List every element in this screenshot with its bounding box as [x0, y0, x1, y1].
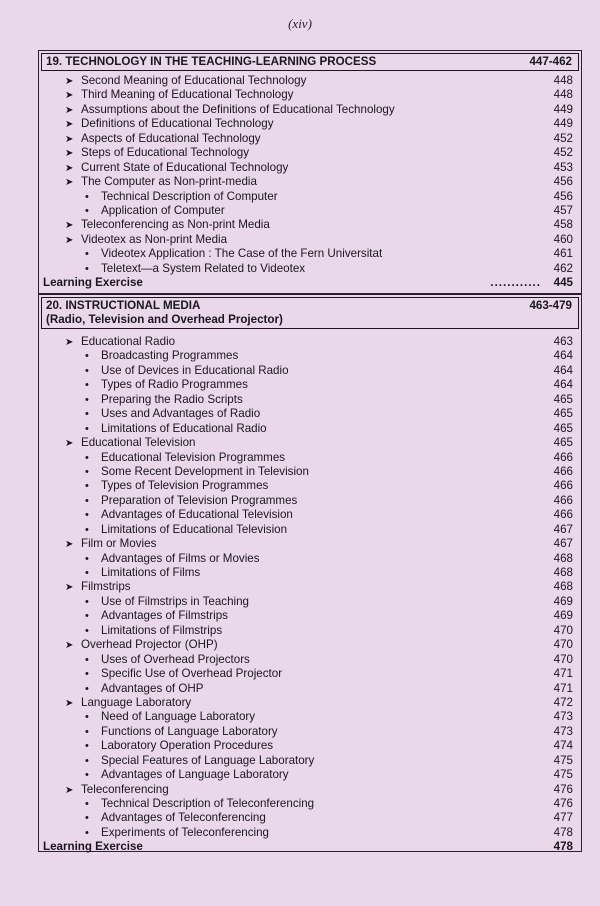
- entry-page-number: 448: [553, 88, 573, 102]
- entry-page-number: 468: [553, 580, 573, 594]
- entry-page-number: 470: [553, 638, 573, 652]
- toc-entry: [39, 508, 581, 522]
- toc-entry: [39, 407, 581, 421]
- toc-entry: [39, 436, 581, 450]
- toc-entry: [39, 74, 581, 88]
- entry-page-number: 478: [553, 840, 573, 854]
- toc-entry: [39, 811, 581, 825]
- entry-page-number: 469: [553, 609, 573, 623]
- entry-title: Functions of Language Laboratory: [101, 724, 278, 738]
- arrow-bullet-icon: ➤: [65, 162, 74, 174]
- entry-title: Limitations of Films: [101, 566, 201, 579]
- entry-page-number: 464: [553, 363, 573, 377]
- toc-entry: [39, 638, 581, 652]
- entry-page-number: 456: [553, 189, 573, 203]
- toc-entry: [39, 710, 581, 724]
- toc-entry: [39, 479, 581, 493]
- dot-bullet-icon: •: [85, 393, 89, 406]
- dot-bullet-icon: •: [85, 480, 89, 493]
- entry-page-number: 476: [553, 797, 573, 810]
- entry-title: Educational Television Programmes: [101, 450, 286, 464]
- entry-page-number: 471: [553, 667, 573, 681]
- entry-page-number: 456: [553, 175, 573, 189]
- entry-title: Teleconferencing: [81, 782, 169, 796]
- toc-entry: [39, 595, 581, 609]
- entry-title: Teletext—a System Related to Videotex: [101, 261, 306, 275]
- toc-entry: [39, 768, 581, 782]
- dot-bullet-icon: •: [85, 740, 89, 753]
- entry-page-number: 464: [553, 349, 573, 363]
- entry-title: Learning Exercise: [43, 840, 143, 854]
- entry-page-number: 478: [553, 825, 573, 839]
- entry-title: Advantages of Teleconferencing: [101, 811, 266, 825]
- dot-bullet-icon: •: [85, 422, 89, 435]
- toc-entry: [39, 175, 581, 189]
- arrow-bullet-icon: ➤: [65, 148, 74, 160]
- entry-title: Preparation of Television Programmes: [101, 493, 298, 507]
- toc-entry: [39, 233, 581, 247]
- dot-bullet-icon: •: [85, 379, 89, 392]
- toc-entry: [39, 103, 581, 117]
- dot-bullet-icon: •: [85, 451, 89, 464]
- entry-page-number: 452: [553, 131, 573, 145]
- toc-entry: [39, 566, 581, 580]
- toc-entry: [39, 797, 581, 811]
- entry-title: Learning Exercise: [43, 276, 143, 290]
- chapter-19-section: [38, 50, 582, 294]
- entry-title: Current State of Educational Technology: [81, 160, 289, 174]
- entry-page-number: 470: [553, 652, 573, 666]
- entry-title: Use of Filmstrips in Teaching: [101, 594, 249, 608]
- learning-exercise-row: [39, 276, 581, 290]
- dot-bullet-icon: •: [85, 204, 89, 217]
- entry-title: Overhead Projector (OHP): [81, 638, 218, 652]
- toc-entry: [39, 667, 581, 681]
- toc-entry: [39, 218, 581, 232]
- toc-entry: [39, 783, 581, 797]
- dot-bullet-icon: •: [85, 408, 89, 421]
- toc-entry: [39, 117, 581, 131]
- entry-title: Technical Description of Computer: [101, 189, 278, 203]
- entry-title: Steps of Educational Technology: [81, 146, 250, 160]
- chapter-title: 19. TECHNOLOGY IN THE TEACHING-LEARNING PROCESS: [46, 55, 377, 68]
- toc-entry: [39, 682, 581, 696]
- toc-entry: [39, 725, 581, 739]
- entry-title: Educational Television: [81, 436, 196, 450]
- dot-bullet-icon: •: [85, 725, 89, 738]
- toc-entry: [39, 190, 581, 204]
- arrow-bullet-icon: ➤: [65, 76, 74, 87]
- dot-bullet-icon: •: [85, 509, 89, 522]
- toc-entry: [39, 624, 581, 638]
- entry-title: Film or Movies: [81, 537, 157, 551]
- dot-bullet-icon: •: [85, 826, 89, 839]
- entry-title: Advantages of OHP: [101, 681, 204, 695]
- arrow-bullet-icon: ➤: [65, 119, 74, 131]
- toc-entry: [39, 754, 581, 768]
- chapter-20-section: [38, 294, 582, 852]
- toc-entry: [39, 161, 581, 175]
- entry-page-number: 449: [553, 102, 573, 116]
- dot-bullet-icon: •: [85, 682, 89, 695]
- entry-title: The Computer as Non-print-media: [81, 175, 257, 189]
- entry-title: Educational Radio: [81, 335, 176, 348]
- toc-entry: [39, 609, 581, 623]
- entry-page-number: 469: [553, 594, 573, 608]
- dot-bullet-icon: •: [85, 754, 89, 767]
- entry-page-number: 475: [553, 768, 573, 782]
- entry-page-number: 464: [553, 378, 573, 392]
- dot-bullet-icon: •: [85, 769, 89, 782]
- arrow-bullet-icon: ➤: [65, 220, 74, 232]
- arrow-bullet-icon: ➤: [65, 640, 74, 652]
- entry-title: Videotex as Non-print Media: [81, 232, 228, 246]
- entry-page-number: 445: [553, 276, 573, 290]
- entry-page-number: 476: [553, 782, 573, 796]
- entry-page-number: 452: [553, 146, 573, 160]
- dot-bullet-icon: •: [85, 668, 89, 681]
- dot-bullet-icon: •: [85, 248, 89, 261]
- entry-page-number: 458: [553, 218, 573, 232]
- dot-bullet-icon: •: [85, 465, 89, 478]
- dot-bullet-icon: •: [85, 494, 89, 507]
- entry-page-number: 475: [553, 753, 573, 767]
- entry-title: Use of Devices in Educational Radio: [101, 363, 289, 377]
- entry-title: Assumptions about the Definitions of Educational Technology: [81, 102, 395, 116]
- entry-title: Need of Language Laboratory: [101, 710, 256, 724]
- toc-entry: [39, 465, 581, 479]
- dot-bullet-icon: •: [85, 812, 89, 825]
- toc-entry: [39, 335, 581, 349]
- entry-page-number: 449: [553, 117, 573, 131]
- toc-entry: [39, 247, 581, 261]
- entry-page-number: 466: [553, 479, 573, 493]
- chapter-title: 20. INSTRUCTIONAL MEDIA: [46, 299, 201, 312]
- entry-page-number: 465: [553, 407, 573, 421]
- toc-entry: [39, 552, 581, 566]
- entry-page-number: 465: [553, 436, 573, 450]
- toc-entry: [39, 88, 581, 102]
- entry-title: Experiments of Teleconferencing: [101, 825, 269, 839]
- entry-page-number: 463: [553, 335, 573, 348]
- toc-entry: [39, 378, 581, 392]
- arrow-bullet-icon: ➤: [65, 90, 74, 102]
- arrow-bullet-icon: ➤: [65, 104, 74, 116]
- entry-title: Specific Use of Overhead Projector: [101, 667, 283, 681]
- dot-bullet-icon: •: [85, 262, 89, 275]
- toc-entry: [39, 739, 581, 753]
- dot-bullet-icon: •: [85, 190, 89, 203]
- entry-page-number: 466: [553, 450, 573, 464]
- toc-entry: [39, 364, 581, 378]
- toc-entry: [39, 653, 581, 667]
- learning-exercise-row: [39, 840, 581, 854]
- chapter-heading: [41, 53, 579, 71]
- toc-entry: [39, 451, 581, 465]
- entry-title: Aspects of Educational Technology: [81, 131, 261, 145]
- entry-page-number: 448: [553, 74, 573, 87]
- dot-bullet-icon: •: [85, 624, 89, 637]
- entry-title: Some Recent Development in Television: [101, 464, 309, 478]
- entry-page-number: 472: [553, 695, 573, 709]
- entry-title: Types of Radio Programmes: [101, 378, 248, 392]
- arrow-bullet-icon: ➤: [65, 133, 74, 145]
- entry-page-number: 453: [553, 160, 573, 174]
- toc-entry: [39, 696, 581, 710]
- toc-entry: [39, 494, 581, 508]
- toc-entry: [39, 537, 581, 551]
- toc-entry: [39, 393, 581, 407]
- entry-title: Limitations of Educational Radio: [101, 421, 267, 435]
- dot-bullet-icon: •: [85, 595, 89, 608]
- entry-page-number: 477: [553, 811, 573, 825]
- toc-entry: [39, 204, 581, 218]
- arrow-bullet-icon: ➤: [65, 582, 74, 594]
- entry-page-number: 466: [553, 464, 573, 478]
- entry-page-number: 465: [553, 421, 573, 435]
- arrow-bullet-icon: ➤: [65, 234, 74, 246]
- entry-title: Limitations of Educational Television: [101, 522, 288, 536]
- toc-entry: [39, 580, 581, 594]
- arrow-bullet-icon: ➤: [65, 337, 74, 348]
- entry-title: Advantages of Language Laboratory: [101, 768, 289, 782]
- entry-title: Limitations of Filmstrips: [101, 623, 223, 637]
- toc-entry: [39, 132, 581, 146]
- entry-title: Preparing the Radio Scripts: [101, 392, 243, 406]
- entry-title: Application of Computer: [101, 203, 225, 217]
- entry-page-number: 470: [553, 623, 573, 637]
- entry-page-number: 468: [553, 566, 573, 579]
- toc-entry: [39, 523, 581, 537]
- entry-title: Teleconferencing as Non-print Media: [81, 218, 270, 232]
- dot-bullet-icon: •: [85, 567, 89, 579]
- entry-page-number: 471: [553, 681, 573, 695]
- chapter-heading: [41, 297, 579, 329]
- chapter-entry-list: [39, 74, 581, 291]
- toc-entry: [39, 349, 581, 363]
- arrow-bullet-icon: ➤: [65, 438, 74, 450]
- entry-title: Uses and Advantages of Radio: [101, 407, 261, 421]
- entry-page-number: 467: [553, 537, 573, 551]
- entry-page-number: 460: [553, 232, 573, 246]
- toc-entry: [39, 146, 581, 160]
- dot-bullet-icon: •: [85, 364, 89, 377]
- entry-title: Advantages of Films or Movies: [101, 551, 260, 565]
- chapter-entry-list: [39, 335, 581, 855]
- entry-title: Second Meaning of Educational Technology: [81, 74, 307, 87]
- page-number: (xiv): [288, 16, 312, 31]
- entry-page-number: 466: [553, 508, 573, 522]
- arrow-bullet-icon: ➤: [65, 539, 74, 551]
- entry-page-number: 465: [553, 392, 573, 406]
- entry-title: Special Features of Language Laboratory: [101, 753, 315, 767]
- chapter-page-range: 463-479: [529, 299, 572, 312]
- dot-bullet-icon: •: [85, 653, 89, 666]
- toc-entry: [39, 422, 581, 436]
- dot-bullet-icon: •: [85, 350, 89, 363]
- entry-title: Broadcasting Programmes: [101, 349, 239, 363]
- dot-bullet-icon: •: [85, 798, 89, 810]
- entry-page-number: 468: [553, 551, 573, 565]
- entry-title: Advantages of Filmstrips: [101, 609, 228, 623]
- toc-entry: [39, 262, 581, 276]
- dot-bullet-icon: •: [85, 523, 89, 536]
- dot-bullet-icon: •: [85, 610, 89, 623]
- entry-title: Definitions of Educational Technology: [81, 117, 274, 131]
- entry-title: Uses of Overhead Projectors: [101, 652, 250, 666]
- entry-page-number: 461: [553, 247, 573, 261]
- arrow-bullet-icon: ➤: [65, 697, 74, 709]
- entry-page-number: 457: [553, 203, 573, 217]
- arrow-bullet-icon: ➤: [65, 784, 74, 796]
- dot-bullet-icon: •: [85, 711, 89, 724]
- entry-title: Technical Description of Teleconferencing: [101, 797, 315, 810]
- entry-title: Videotex Application : The Case of the Fern Universitat: [101, 247, 383, 261]
- entry-title: Third Meaning of Educational Technology: [81, 88, 294, 102]
- entry-page-number: 466: [553, 493, 573, 507]
- arrow-bullet-icon: ➤: [65, 177, 74, 189]
- entry-page-number: 473: [553, 710, 573, 724]
- entry-title: Language Laboratory: [81, 695, 192, 709]
- chapter-page-range: 447-462: [529, 55, 572, 68]
- entry-page-number: 467: [553, 522, 573, 536]
- entry-title: Laboratory Operation Procedures: [101, 739, 274, 753]
- leader-dots: ............: [490, 276, 541, 290]
- chapter-subtitle: (Radio, Television and Overhead Projector): [46, 313, 283, 326]
- entry-title: Filmstrips: [81, 580, 131, 594]
- entry-page-number: 473: [553, 724, 573, 738]
- entry-page-number: 474: [553, 739, 573, 753]
- entry-title: Advantages of Educational Television: [101, 508, 293, 522]
- entry-page-number: 462: [553, 261, 573, 275]
- entry-title: Types of Television Programmes: [101, 479, 269, 493]
- dot-bullet-icon: •: [85, 552, 89, 565]
- toc-entry: [39, 826, 581, 840]
